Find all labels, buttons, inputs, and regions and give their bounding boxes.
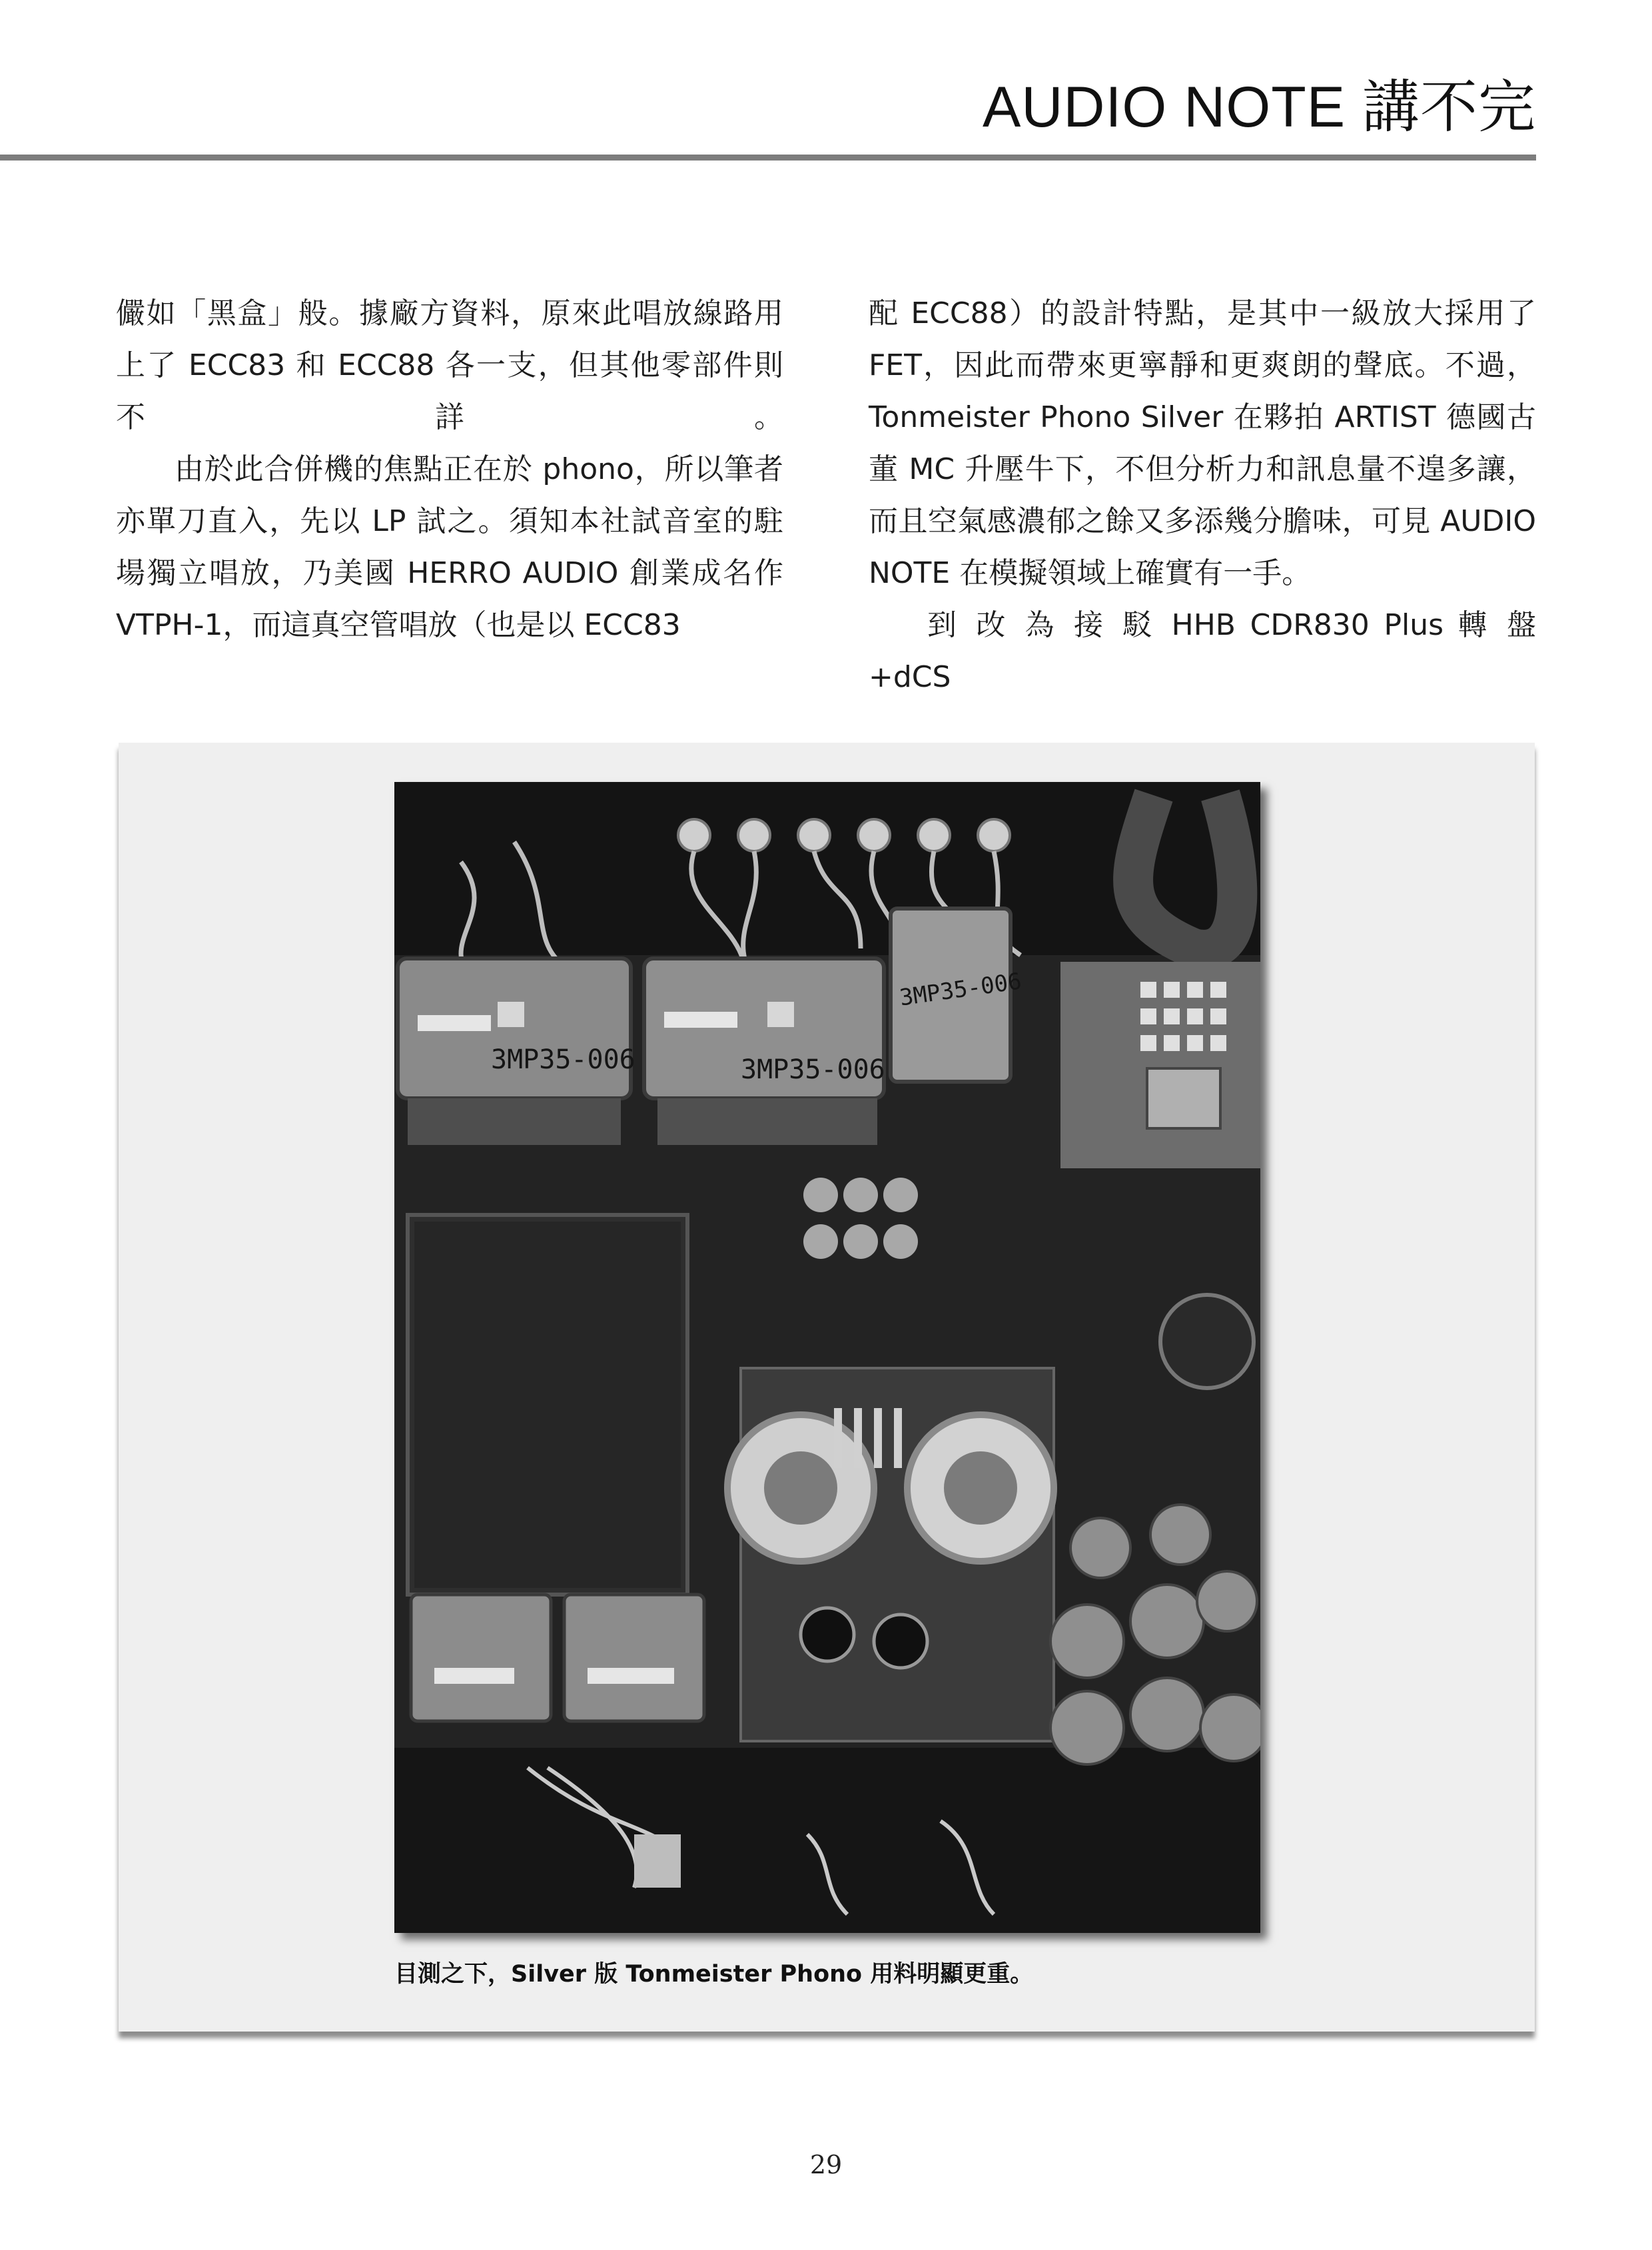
paragraph: 配 ECC88）的設計特點，是其中一級放大採用了 FET，因此而帶來更寧靜和更爽朗的聲底。不過，Tonmeister Phono Silver 在夥拍 ARTIST 德國古董 MC 升壓牛下，不但分析力和訊息量不遑多讓，而且空氣感濃郁之餘又多添幾分膽味，可見 AUDIO NOTE 在模擬領域上確實有一手。 [869,296,1536,590]
photo-illustration [394,782,1260,1933]
header-rule [0,155,1536,161]
phono-black-box [408,1215,687,1595]
output-transformer-left [398,958,635,1145]
transformer-label: 3MP35-006 [741,1054,885,1085]
vacuum-tube [727,1415,874,1561]
output-transformer-right [644,958,885,1145]
vacuum-tube [1160,1295,1254,1388]
transformer-label: 3MP35-006 [898,968,1024,1012]
vacuum-tube [907,1415,1054,1561]
power-transformer [891,909,1023,1082]
paragraph: 到 改 為 接 駁 HHB CDR830 Plus 轉 盤 +dCS [869,608,1536,694]
figure-caption: 目測之下，Silver 版 Tonmeister Phono 用料明顯更重。 [394,1961,1034,1988]
running-header-title: AUDIO NOTE 講不完 [982,75,1536,139]
page-number: 29 [809,2150,843,2179]
text-column-left [116,288,783,651]
amplifier-interior-photo [394,782,1260,1933]
transformer-label: 3MP35-006 [491,1044,635,1075]
text-column-right [869,288,1536,703]
paragraph: 由於此合併機的焦點正在於 phono，所以筆者亦單刀直入，先以 LP 試之。須知本社試音室的駐場獨立唱放，乃美國 HERRO AUDIO 創業成名作 VTPH-1，而這真空管唱放（也是以 ECC83 [116,452,783,642]
paragraph: 儼如「黑盒」般。據廠方資料，原來此唱放線路用上了 ECC83 和 ECC88 各一支，但其他零部件則不詳。 [116,296,783,434]
